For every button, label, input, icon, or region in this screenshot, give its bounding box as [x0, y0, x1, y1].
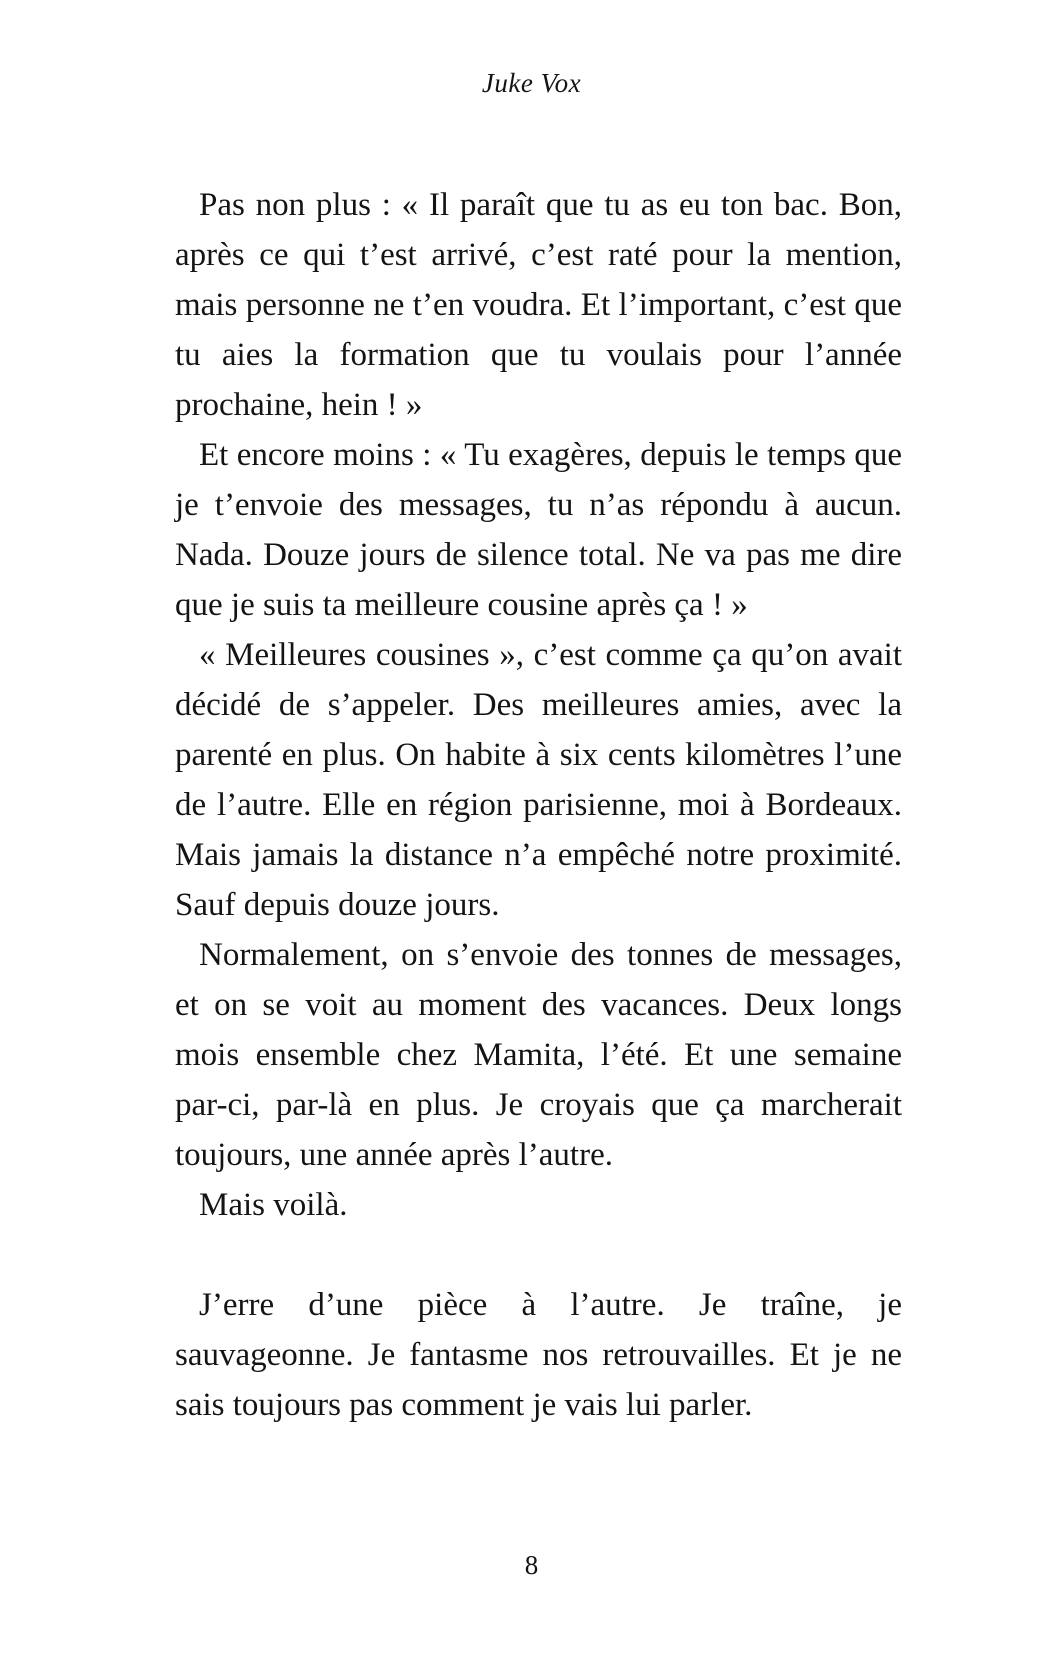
running-header: Juke Vox: [481, 68, 582, 98]
scene-break: [175, 1230, 902, 1280]
paragraph: Normalement, on s’envoie des tonnes de messages, et on se voit au moment des vacances. Deux longs mois ensemble chez Mamita, l’été. Et une semaine par-ci, par-là en plus. Je croyais que ça marcherait toujours, une année après l’autre.: [175, 937, 902, 1173]
paragraph: J’erre d’une pièce à l’autre. Je traîne, je sauvageonne. Je fantasme nos retrouvailles. Et je ne sais toujours pas comment je vais lui parler.: [175, 1287, 902, 1423]
paragraph: Pas non plus : « Il paraît que tu as eu ton bac. Bon, après ce qui t’est arrivé, c’est raté pour la mention, mais personne ne t’en voudra. Et l’important, c’est que tu aies la formation que tu voulais pour l’année prochaine, hein ! »: [175, 187, 902, 423]
paragraph: « Meilleures cousines », c’est comme ça qu’on avait décidé de s’appeler. Des meilleures amies, avec la parenté en plus. On habite à six cents kilomètres l’une de l’autre. Elle en région parisienne, moi à Bordeaux. Mais jamais la distance n’a empêché notre proximité. Sauf depuis douze jours.: [175, 637, 902, 923]
paragraph: Mais voilà.: [199, 1187, 348, 1223]
page-number: 8: [524, 1550, 539, 1580]
paragraph: Et encore moins : « Tu exagères, depuis le temps que je t’envoie des messages, tu n’as répondu à aucun. Nada. Douze jours de silence total. Ne va pas me dire que je suis ta meilleure cousine après ça ! »: [175, 437, 902, 623]
body-text: [175, 180, 902, 1430]
